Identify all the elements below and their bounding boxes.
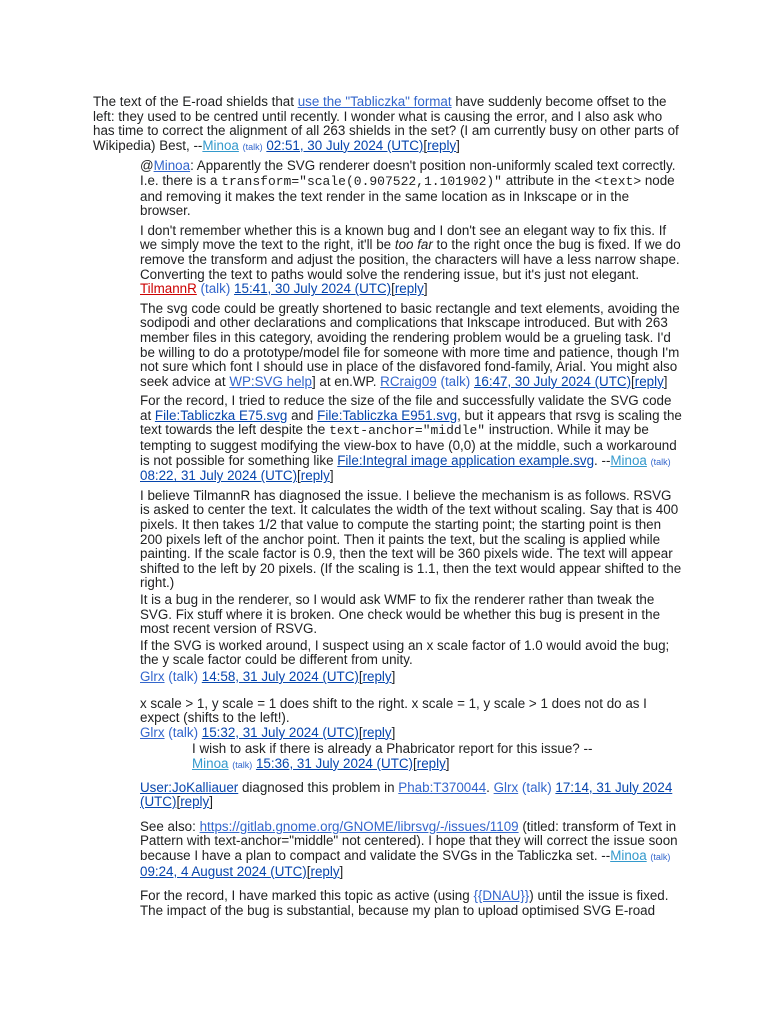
reply-level-1b [140,781,683,919]
comment-12: User:JoKalliauer diagnosed this problem in Phab:T370044. Glrx (talk) 17:14, 31 July 2024 (UTC)[reply] [140,779,673,810]
comment-3: I don't remember whether this is a known bug and I don't see an elegant way to fix this. If we simply move the text to the right, it'll be too far to the right once the bug is fixed. If we do remove the transform and adjust the position, the characters will have a less narrow shape. Converting the text to paths would solve the rendering issue, but it's just not elegant. TilmannR (talk) 15:41, 30 July 2024 (UTC)[reply] [140,222,681,297]
code-text-node: <text> [594,173,642,189]
reply-link[interactable]: reply [180,794,210,810]
comment-14: For the record, I have marked this topic as active (using {{DNAU}}) until the issue is fixed. The impact of the bug is substantial, because my plan to upload optimised SVG E-road [140,888,669,918]
reply-link[interactable]: reply [362,724,392,740]
comment-7: It is a bug in the renderer, so I would ask WMF to fix the renderer rather than tweak the SVG. Fix stuff where it is broken. One check would be whether this bug is present in the most recent version of RSVG. [140,592,661,637]
user-link-minoa[interactable]: Minoa [610,452,647,468]
user-link-minoa[interactable]: Minoa [202,137,239,153]
reply-link[interactable]: reply [394,281,424,297]
discussion-thread [93,95,683,923]
timestamp-link[interactable]: 09:24, 4 August 2024 (UTC) [140,863,307,879]
talk-link[interactable]: (talk) [440,373,471,389]
dnau-template-link[interactable]: {{DNAU}} [473,888,530,904]
comment-13: See also: https://gitlab.gnome.org/GNOME/librsvg/-/issues/1109 (titled: transform of Text in Pattern with text-anchor="middle" not centered). I hope that they will correct the issue soon because I have a plan to compact and validate the SVGs in the Tabliczka set. --Minoa (talk) 09:24, 4 August 2024 (UTC)[reply] [140,818,678,879]
reply-link[interactable]: reply [300,468,330,484]
code-text-anchor: text-anchor="middle" [329,423,486,439]
talk-link[interactable]: (talk) [650,456,671,467]
talk-link[interactable]: (talk) [168,724,199,740]
comment-4: The svg code could be greatly shortened to basic rectangle and text elements, avoiding the sodipodi and other declarations and complications that Inkscape introduced. But with 263 member files in this category, avoiding the rendering problem would be a grueling task. I'd be willing to do a prototype/model file for someone with more time and patience, though I'm not sure which font I should use in place of the disfavored fond-family, Arial. You might also seek advice at WP:SVG help] at en.WP. RCraig09 (talk) 16:47, 30 July 2024 (UTC)[reply] [140,300,680,389]
comment-6: I believe TilmannR has diagnosed the issue. I believe the mechanism is as follows. RSVG is asked to center the text. It calculates the width of the text without scaling. Say that is 400 pixels. It then takes 1/2 that value to compute the starting point; the starting point is then 200 pixels left of the anchor point. Then it paints the text, but the scaling is applied while painting. If the scale factor is 0.9, then the text will be 360 pixels wide. The text will appear shifted to the left by 20 pixels. (If the scaling is 1.1, then the text would appear shifted to the right.) [140,487,682,591]
reply-link[interactable]: reply [634,373,664,389]
comment-9-signature: Glrx (talk) 14:58, 31 July 2024 (UTC)[reply] [140,668,396,684]
timestamp-link[interactable]: 17:14, 31 July 2024 (UTC) [140,779,673,810]
user-link-minoa[interactable]: Minoa [610,847,647,863]
tabliczka-format-link[interactable]: use the "Tabliczka" format [297,94,452,109]
timestamp-link[interactable]: 14:58, 31 July 2024 (UTC) [201,668,359,684]
code-transform: transform="scale(0.907522,1.101902)" [221,173,502,189]
user-link-glrx[interactable]: Glrx [140,668,165,684]
phab-link[interactable]: Phab:T370044 [398,779,487,795]
timestamp-link[interactable]: 02:51, 30 July 2024 (UTC) [266,137,424,153]
reply-level-1 [140,159,683,740]
reply-level-2 [192,742,683,772]
gitlab-issue-link[interactable]: https://gitlab.gnome.org/GNOME/librsvg/-/issues/1109 [199,818,519,834]
comment-2: @Minoa: Apparently the SVG renderer doesn't position non-uniformly scaled text correctly. I.e. there is a transform="scale(0.907522,1.101902)" attribute in the <text> node and removing it makes the text render in the same location as in Inkscape or in the browser. [140,158,676,219]
user-link-tilmannr[interactable]: TilmannR [140,281,197,297]
talk-link[interactable]: (talk) [650,851,671,862]
file-e75-link[interactable]: File:Tabliczka E75.svg [154,407,288,423]
talk-link[interactable]: (talk) [168,668,199,684]
talk-link[interactable]: (talk) [232,759,253,770]
comment-1: The text of the E-road shields that use the "Tabliczka" format have suddenly become offset to the left: they used to be centred until recently. I wonder what is causing the error, and I also ask who has time to correct the alignment of all 263 shields in the set? (I am currently busy on other parts of Wikipedia) Best, --Minoa (talk) 02:51, 30 July 2024 (UTC)[reply] [93,94,679,153]
file-e951-link[interactable]: File:Tabliczka E951.svg [317,407,458,423]
user-link-jokalliauer[interactable]: User:JoKalliauer [140,779,239,795]
user-link-minoa[interactable]: Minoa [153,158,191,174]
reply-link[interactable]: reply [416,755,446,771]
user-link-glrx[interactable]: Glrx [493,779,519,795]
talk-link[interactable]: (talk) [521,779,552,795]
user-link-glrx[interactable]: Glrx [140,724,165,740]
timestamp-link[interactable]: 16:47, 30 July 2024 (UTC) [473,373,632,389]
timestamp-link[interactable]: 15:36, 31 July 2024 (UTC) [255,755,413,771]
timestamp-link[interactable]: 08:22, 31 July 2024 (UTC) [140,468,298,484]
file-integral-link[interactable]: File:Integral image application example.svg [337,452,595,468]
talk-link[interactable]: (talk) [200,281,231,297]
reply-link[interactable]: reply [362,668,392,684]
comment-11: I wish to ask if there is already a Phabricator report for this issue? -- Minoa (talk) 15:36, 31 July 2024 (UTC)[reply] [192,741,593,771]
svg-help-link[interactable]: WP:SVG help [229,373,312,389]
comment-5: For the record, I tried to reduce the size of the file and successfully validate the SVG code at File:Tabliczka E75.svg and File:Tabliczka E951.svg, but it appears that rsvg is scaling the text towards the left despite the text-anchor="middle" instruction. While it may be tempting to suggest modifying the view-box to have (0,0) at the middle, such a workaround is not possible for something like File:Integral image application example.svg. --Minoa (talk) 08:22, 31 July 2024 (UTC)[reply] [140,393,682,484]
timestamp-link[interactable]: 15:32, 31 July 2024 (UTC) [201,724,359,740]
talk-link[interactable]: (talk) [242,141,263,152]
reply-link[interactable]: reply [310,863,340,879]
comment-8: If the SVG is worked around, I suspect using an x scale factor of 1.0 would avoid the bug; the y scale factor could be different from unity. [140,637,670,668]
timestamp-link[interactable]: 15:41, 30 July 2024 (UTC) [234,281,392,297]
reply-link[interactable]: reply [427,137,457,153]
comment-10: x scale > 1, y scale = 1 does shift to the right. x scale = 1, y scale > 1 does not do as I expect (shifts to the left!). Glrx (talk) 15:32, 31 July 2024 (UTC)[reply] [140,695,647,740]
user-link-minoa[interactable]: Minoa [192,755,229,771]
user-link-rcraig09[interactable]: RCraig09 [380,373,437,389]
